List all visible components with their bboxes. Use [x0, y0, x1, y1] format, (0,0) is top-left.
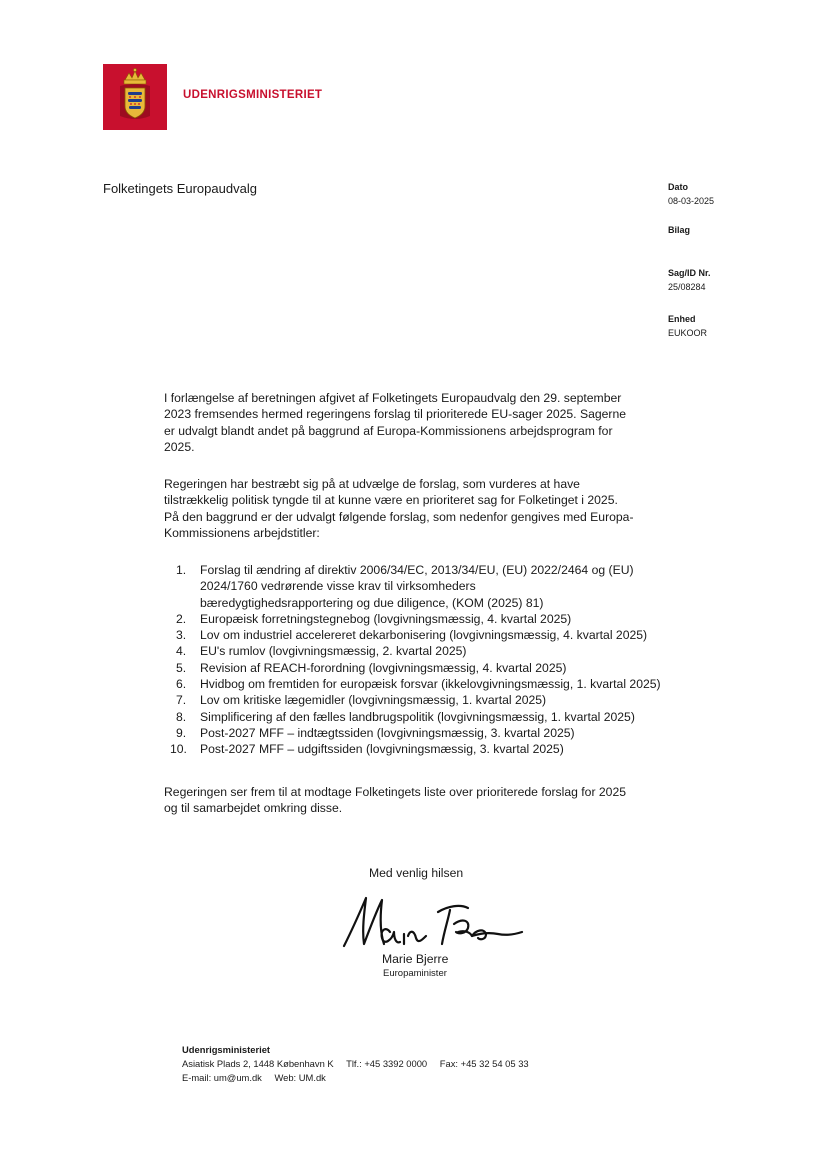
list-item: [164, 725, 724, 741]
list-number: 3.: [176, 628, 187, 643]
unit-label: Enhed: [668, 314, 696, 324]
list-text: Post-2027 MFF – udgiftssiden (lovgivningsmæssig, 3. kvartal 2025): [200, 742, 564, 757]
list-text: Hvidbog om fremtiden for europæisk forsvar (ikkelovgivningsmæssig, 1. kvartal 2025): [200, 677, 661, 692]
handwritten-signature: [338, 890, 528, 952]
list-text: Revision af REACH-forordning (lovgivningsmæssig, 4. kvartal 2025): [200, 660, 567, 675]
list-number: 2.: [176, 611, 187, 626]
ministry-logo: [103, 64, 167, 130]
case-value: 25/08284: [668, 282, 706, 292]
unit-value: EUKOOR: [668, 328, 708, 338]
list-number: 9.: [176, 725, 187, 740]
list-number: 6.: [176, 677, 187, 692]
list-text: Simplificering af den fælles landbrugspolitik (lovgivningsmæssig, 1. kvartal 2025): [200, 709, 635, 724]
list-item: [164, 643, 724, 659]
list-text: EU's rumlov (lovgivningsmæssig, 2. kvartal 2025): [200, 644, 467, 659]
case-label: Sag/ID Nr.: [668, 268, 711, 278]
unit-block: [668, 312, 808, 340]
text-line: tilstrækkelig politisk tyngde til at kunne være en prioriteret sag for Folketinget i 2025.: [164, 493, 618, 508]
text-line: På den baggrund er der udvalgt følgende forslag, som nedenfor gengives med Europa-: [164, 509, 634, 524]
signer-name: Marie Bjerre: [382, 952, 449, 966]
coat-of-arms-icon: [103, 64, 167, 130]
text-line: og til samarbejdet omkring disse.: [164, 801, 343, 816]
attachment-block: [668, 223, 808, 237]
date-block: [668, 180, 808, 208]
list-item: [164, 627, 724, 643]
footer: [182, 1043, 529, 1085]
list-item: [164, 611, 724, 627]
text-line: Kommissionens arbejdstitler:: [164, 525, 320, 540]
footer-phone: Tlf.: +45 3392 0000: [346, 1058, 428, 1069]
list-text: Europæisk forretningstegnebog (lovgivningsmæssig, 4. kvartal 2025): [200, 611, 572, 626]
paragraph-selection: [164, 476, 684, 541]
priority-list: [164, 562, 724, 758]
list-item: [164, 562, 724, 611]
list-item: [164, 741, 724, 757]
recipient: Folketingets Europaudvalg: [103, 181, 257, 196]
list-number: 1.: [176, 563, 187, 577]
date-value: 08-03-2025: [668, 196, 715, 206]
footer-fax: Fax: +45 32 54 05 33: [439, 1058, 529, 1069]
footer-contact-line: [182, 1057, 529, 1071]
paragraph-intro: [164, 390, 684, 455]
organization-name: UDENRIGSMINISTERIET: [183, 89, 323, 101]
list-number: 10.: [170, 742, 187, 757]
footer-address: Asiatisk Plads 2, 1448 København K: [182, 1058, 334, 1069]
list-text: Lov om industriel accelereret dekarbonisering (lovgivningsmæssig, 4. kvartal 2025): [200, 628, 648, 643]
text-line: 2023 fremsendes hermed regeringens forslag til prioriterede EU-sager 2025. Sagerne: [164, 407, 627, 422]
text-line: Regeringen ser frem til at modtage Folketingets liste over prioriterede forslag for 2025: [164, 785, 627, 799]
list-number: 4.: [176, 644, 187, 659]
list-item: [164, 692, 724, 708]
text-line: er udvalgt blandt andet på baggrund af Europa-Kommissionens arbejdsprogram for: [164, 423, 613, 438]
footer-org-name: Udenrigsministeriet: [182, 1044, 271, 1055]
list-text: bæredygtighedsrapportering og due diligence, (KOM (2025) 81): [200, 595, 544, 610]
list-number: 7.: [176, 693, 187, 708]
list-item: [164, 660, 724, 676]
text-line: 2025.: [164, 439, 195, 454]
list-text: Post-2027 MFF – indtægtssiden (lovgivningsmæssig, 3. kvartal 2025): [200, 725, 575, 740]
footer-web-line: [182, 1071, 529, 1085]
list-text: Lov om kritiske lægemidler (lovgivningsmæssig, 1. kvartal 2025): [200, 693, 547, 708]
list-item: [164, 709, 724, 725]
list-text: Forslag til ændring af direktiv 2006/34/EC, 2013/34/EU, (EU) 2022/2464 og (EU): [200, 563, 634, 577]
attachment-label: Bilag: [668, 225, 691, 235]
list-number: 5.: [176, 660, 187, 675]
signer-title: Europaminister: [383, 968, 447, 979]
list-text: 2024/1760 vedrørende visse krav til virksomheders: [200, 579, 476, 594]
case-block: [668, 266, 808, 294]
date-label: Dato: [668, 182, 688, 192]
paragraph-closing: [164, 784, 684, 817]
list-number: 8.: [176, 709, 187, 724]
text-line: Regeringen har bestræbt sig på at udvælge de forslag, som vurderes at have: [164, 477, 580, 491]
footer-email: E-mail: um@um.dk: [182, 1072, 262, 1083]
closing-greeting: Med venlig hilsen: [369, 866, 464, 880]
footer-web: Web: UM.dk: [274, 1072, 326, 1083]
text-line: I forlængelse af beretningen afgivet af Folketingets Europaudvalg den 29. september: [164, 391, 622, 405]
list-item: [164, 676, 724, 692]
